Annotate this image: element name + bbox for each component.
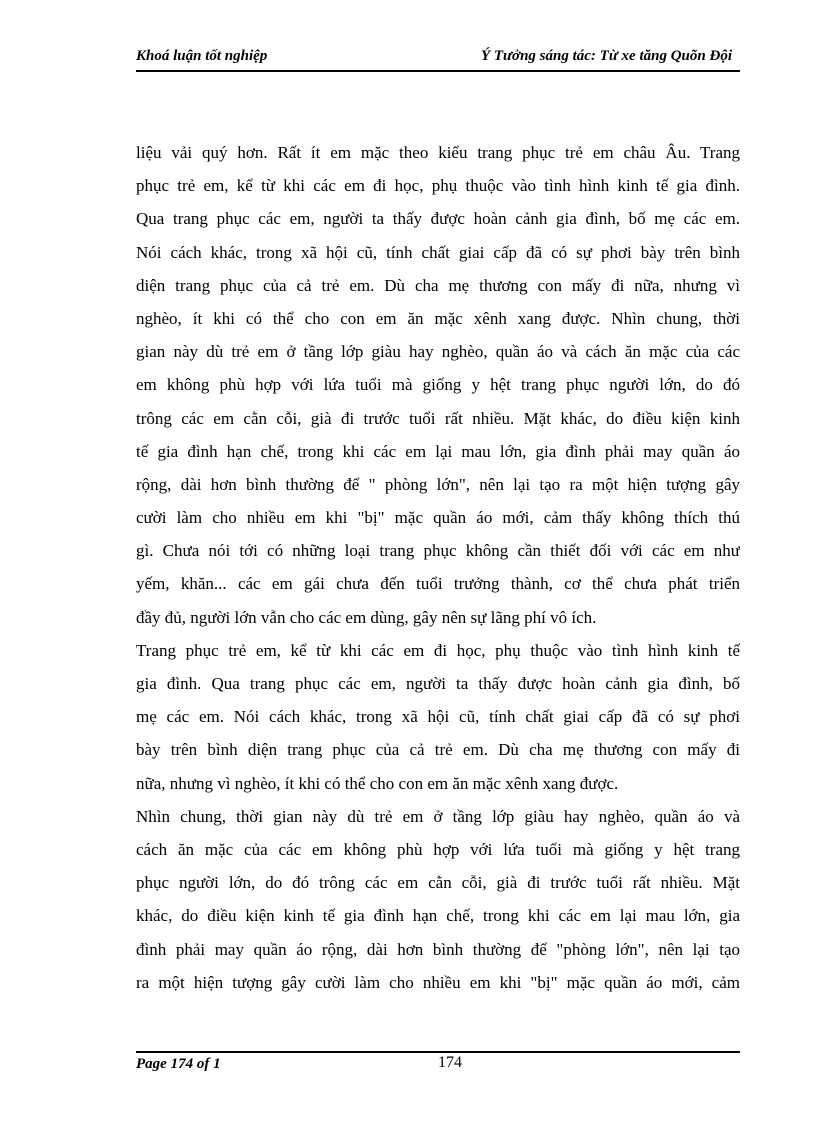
- body-line: đình phải may quần áo rộng, dài hơn bình thường để "phòng lớn", nên lại tạo: [136, 939, 740, 959]
- footer-rule: [136, 1051, 740, 1053]
- body-line: phục người lớn, do đó trông các em cằn cỗi, già đi trước tuổi rất nhiều. Mặt: [136, 873, 740, 893]
- body-line: gia đình. Qua trang phục các em, người ta thấy được hoàn cảnh gia đình, bố: [136, 674, 740, 693]
- body-line: khác, do điều kiện kinh tế gia đình hạn chế, trong khi các em lại mau lớn, gia: [136, 906, 740, 926]
- body-line: mẹ các em. Nói cách khác, trong xã hội cũ, tính chất giai cấp đã có sự phơi: [136, 707, 740, 727]
- body-line: cười làm cho nhiều em khi "bị" mặc quần áo mới, cảm thấy không thích thú: [136, 508, 740, 528]
- header-left-title: Khoá luận tốt nghiệp: [136, 48, 268, 64]
- body-line: tế gia đình hạn chế, trong khi các em lại mau lớn, gia đình phải may quần áo: [136, 441, 740, 461]
- header-right-title: Ý Tưởng sáng tác: Từ xe tăng Quõn Đội: [480, 48, 732, 64]
- body-line: rộng, dài hơn bình thường để " phòng lớn", nên lại tạo ra một hiện tượng gây: [136, 474, 740, 494]
- page-header: [136, 46, 740, 68]
- body-line: trông các em cằn cỗi, già đi trước tuổi rất nhiều. Mặt khác, do điều kiện kinh: [136, 408, 740, 428]
- body-line: Qua trang phục các em, người ta thấy được hoàn cảnh gia đình, bố mẹ các em.: [136, 209, 740, 229]
- body-line: Nói cách khác, trong xã hội cũ, tính chất giai cấp đã có sự phơi bày trên bình: [136, 242, 740, 262]
- body-line: gian này dù trẻ em ở tầng lớp giàu hay nghèo, quần áo và cách ăn mặc của các: [136, 342, 740, 362]
- footer-page-number: 174: [438, 1054, 462, 1071]
- body-line: nghèo, ít khi có thể cho con em ăn mặc xênh xang được. Nhìn chung, thời: [136, 308, 740, 328]
- body-line: bày trên bình diện trang phục của cả trẻ em. Dù cha mẹ thương con mấy đi: [136, 740, 740, 760]
- body-line: phục trẻ em, kể từ khi các em đi học, phụ thuộc vào tình hình kinh tế gia đình.: [136, 176, 740, 196]
- body-line: ra một hiện tượng gây cười làm cho nhiều em khi "bị" mặc quần áo mới, cảm: [136, 972, 740, 992]
- body-line: cách ăn mặc của các em không phù hợp với lứa tuổi mà giống y hệt trang: [136, 839, 740, 859]
- body-line: Nhìn chung, thời gian này dù trẻ em ở tầng lớp giàu hay nghèo, quần áo và: [136, 806, 740, 826]
- body-line: yếm, khăn... các em gái chưa đến tuổi trưởng thành, cơ thể chưa phát triển: [136, 574, 740, 594]
- footer-page-label: Page 174 of 1: [136, 1056, 221, 1072]
- header-rule: [136, 70, 740, 72]
- body-line: liệu vải quý hơn. Rất ít em mặc theo kiểu trang phục trẻ em châu Âu. Trang: [136, 143, 740, 162]
- body-line: Trang phục trẻ em, kể từ khi các em đi học, phụ thuộc vào tình hình kinh tế: [136, 640, 740, 660]
- body-line: đầy đủ, người lớn vẫn cho các em dùng, gây nên sự lãng phí vô ích.: [136, 607, 597, 627]
- body-line: gì. Chưa nói tới có những loại trang phục không cần thiết đối với các em như: [136, 541, 740, 561]
- body-line: diện trang phục của cả trẻ em. Dù cha mẹ thương con mấy đi nữa, nhưng vì: [136, 275, 740, 295]
- body-text: [136, 136, 740, 999]
- body-line: nữa, nhưng vì nghèo, ít khi có thể cho con em ăn mặc xênh xang được.: [136, 773, 619, 793]
- body-line: em không phù hợp với lứa tuổi mà giống y hệt trang phục người lớn, do đó: [136, 375, 740, 395]
